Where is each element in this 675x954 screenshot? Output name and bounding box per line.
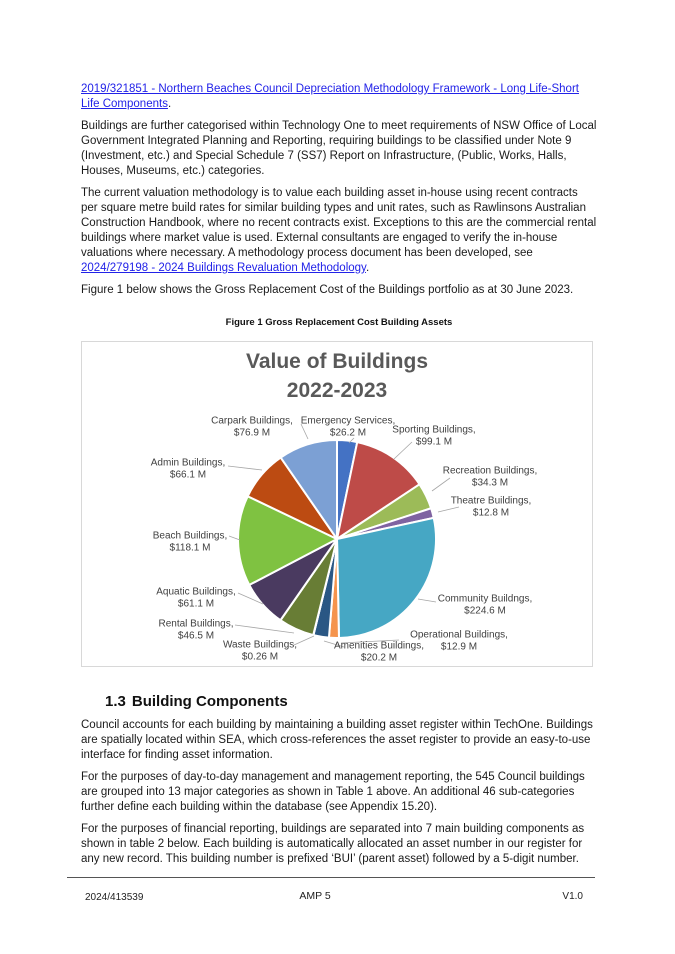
paragraph-valuation [81, 186, 597, 276]
page-footer [67, 877, 595, 918]
link2-suffix: . [365, 262, 370, 274]
pie-slice-label-1 [392, 425, 475, 448]
leader-line-4 [418, 599, 436, 602]
pie-slice-label-amount: $0.26 M [241, 651, 279, 662]
paragraph-valuation-text: The current valuation methodology is to value each building asset in-house using recent contracts per square metre build rates for similar building types and unit rates, such as Rawlinsons Australian Construction Handbook, where no recent contracts exist. Exceptions to this are the commercial rental buildings where market value is used. External consultants are engaged to verify the in-house valuations where necessary. A methodology process document has been developed, see [81, 187, 597, 259]
pie-slice-label-amount: $20.2 M [360, 652, 398, 663]
pie-slice-label-name: Aquatic Buildings, [156, 586, 236, 598]
pie-slice-4 [337, 518, 436, 638]
footer-doc-title: AMP 5 [299, 890, 331, 902]
section-title: Building Components [131, 693, 288, 710]
pie-slice-label-amount: $12.8 M [472, 507, 510, 518]
pie-slice-label-amount: $34.3 M [471, 477, 509, 488]
body-text-bottom [81, 686, 597, 874]
pie-slice-label-amount: $118.1 M [169, 542, 211, 553]
pie-slice-label-4 [438, 594, 532, 617]
pie-slice-label-10 [153, 531, 228, 554]
pie-slice-label-9 [156, 587, 236, 610]
pie-slice-label-12 [211, 416, 293, 439]
pie-slice-label-7 [223, 640, 297, 663]
pie-chart-figure [81, 341, 593, 667]
pie-slice-label-name: Recreation Buildings, [442, 465, 538, 477]
pie-slice-label-2 [443, 466, 538, 489]
paragraph-figure-intro: Figure 1 below shows the Gross Replacement Cost of the Buildings portfolio as at 30 June 2023. [81, 284, 574, 296]
link1-suffix: . [167, 98, 172, 110]
paragraph-categories: For the purposes of day-to-day management and management reporting, the 545 Council buildings are grouped into 13 major categories as shown in Table 1 above. An additional 46 sub-categories further define each building within the database (see Appendix 15.20). [81, 771, 585, 813]
pie-slice-label-name: Waste Buildings, [222, 639, 298, 651]
paragraph-components: For the purposes of financial reporting, buildings are separated into 7 main building components as shown in table 2 below. Each building is automatically allocated an asset number in our register for any new record. This building number is prefixed ‘BUI’ (parent asset) followed by a 5-digit number. [81, 823, 585, 865]
pie-slice-label-amount: $99.1 M [415, 436, 453, 447]
chart-title-line2: 2022-2023 [286, 379, 388, 402]
link-depreciation-framework[interactable]: 2019/321851 - Northern Beaches Council Depreciation Methodology Framework - Long Life-Short Life Components [81, 83, 579, 110]
section-number: 1.3 [105, 693, 126, 710]
footer-doc-number: 2024/413539 [85, 892, 144, 903]
pie-slice-label-amount: $46.5 M [177, 630, 215, 641]
footer-version: V1.0 [562, 891, 583, 902]
pie-slice-label-name: Rental Buildings, [158, 618, 234, 630]
pie-slice-label-amount: $66.1 M [169, 469, 207, 480]
body-text-top [81, 82, 597, 337]
pie-slice-label-5 [410, 630, 508, 653]
leader-line-11 [228, 466, 262, 470]
paragraph-categorisation: Buildings are further categorised within Technology One to meet requirements of NSW Office of Local Government Integrated Planning and Reporting, requiring buildings to be classified under Note 9 (Investment, etc.) and Special Schedule 7 (SS7) Report on Infrastructure, (Public, Works, Halls, Houses, Museums, etc.) categories. [81, 120, 597, 177]
pie-slice-label-11 [151, 458, 225, 481]
pie-slice-label-amount: $26.2 M [329, 427, 367, 438]
pie-slice-label-name: Theatre Buildings, [450, 495, 532, 507]
pie-slice-label-6 [334, 641, 424, 664]
pie-slice-label-name: Emergency Services, [300, 415, 396, 427]
pie-slice-label-0 [301, 416, 395, 439]
figure-caption: Figure 1 Gross Replacement Cost Building Assets [225, 317, 453, 328]
leader-line-8 [235, 625, 294, 633]
pie-slice-label-name: Beach Buildings, [152, 530, 228, 542]
pie-slice-label-name: Operational Buildings, [410, 629, 508, 641]
pie-slice-label-name: Amenities Buildings, [333, 640, 425, 652]
pie-slice-label-name: Carpark Buildings, [211, 415, 293, 427]
pie-slice-label-name: Community Buildngs, [437, 593, 533, 605]
pie-slice-label-amount: $76.9 M [233, 427, 271, 438]
pie-slice-label-amount: $224.6 M [464, 605, 506, 616]
pie-slice-label-name: Admin Buildings, [150, 457, 226, 469]
pie-slice-label-3 [451, 496, 532, 519]
link-revaluation-methodology[interactable]: 2024/279198 - 2024 Buildings Revaluation Methodology [81, 262, 366, 274]
pie-slice-label-8 [158, 619, 233, 642]
chart-title-line1: Value of Buildings [245, 350, 429, 373]
paragraph-asset-register: Council accounts for each building by maintaining a building asset register within TechOne. Buildings are spatially located within SEA, which cross-references the asset register to provide an easy-to-use interface for finding asset information. [81, 719, 593, 761]
pie-slice-label-amount: $12.9 M [440, 641, 478, 652]
pie-slice-label-amount: $61.1 M [177, 598, 215, 609]
section-heading [105, 693, 597, 711]
pie-slice-label-name: Sporting Buildings, [392, 424, 476, 436]
link-paragraph [81, 82, 597, 112]
